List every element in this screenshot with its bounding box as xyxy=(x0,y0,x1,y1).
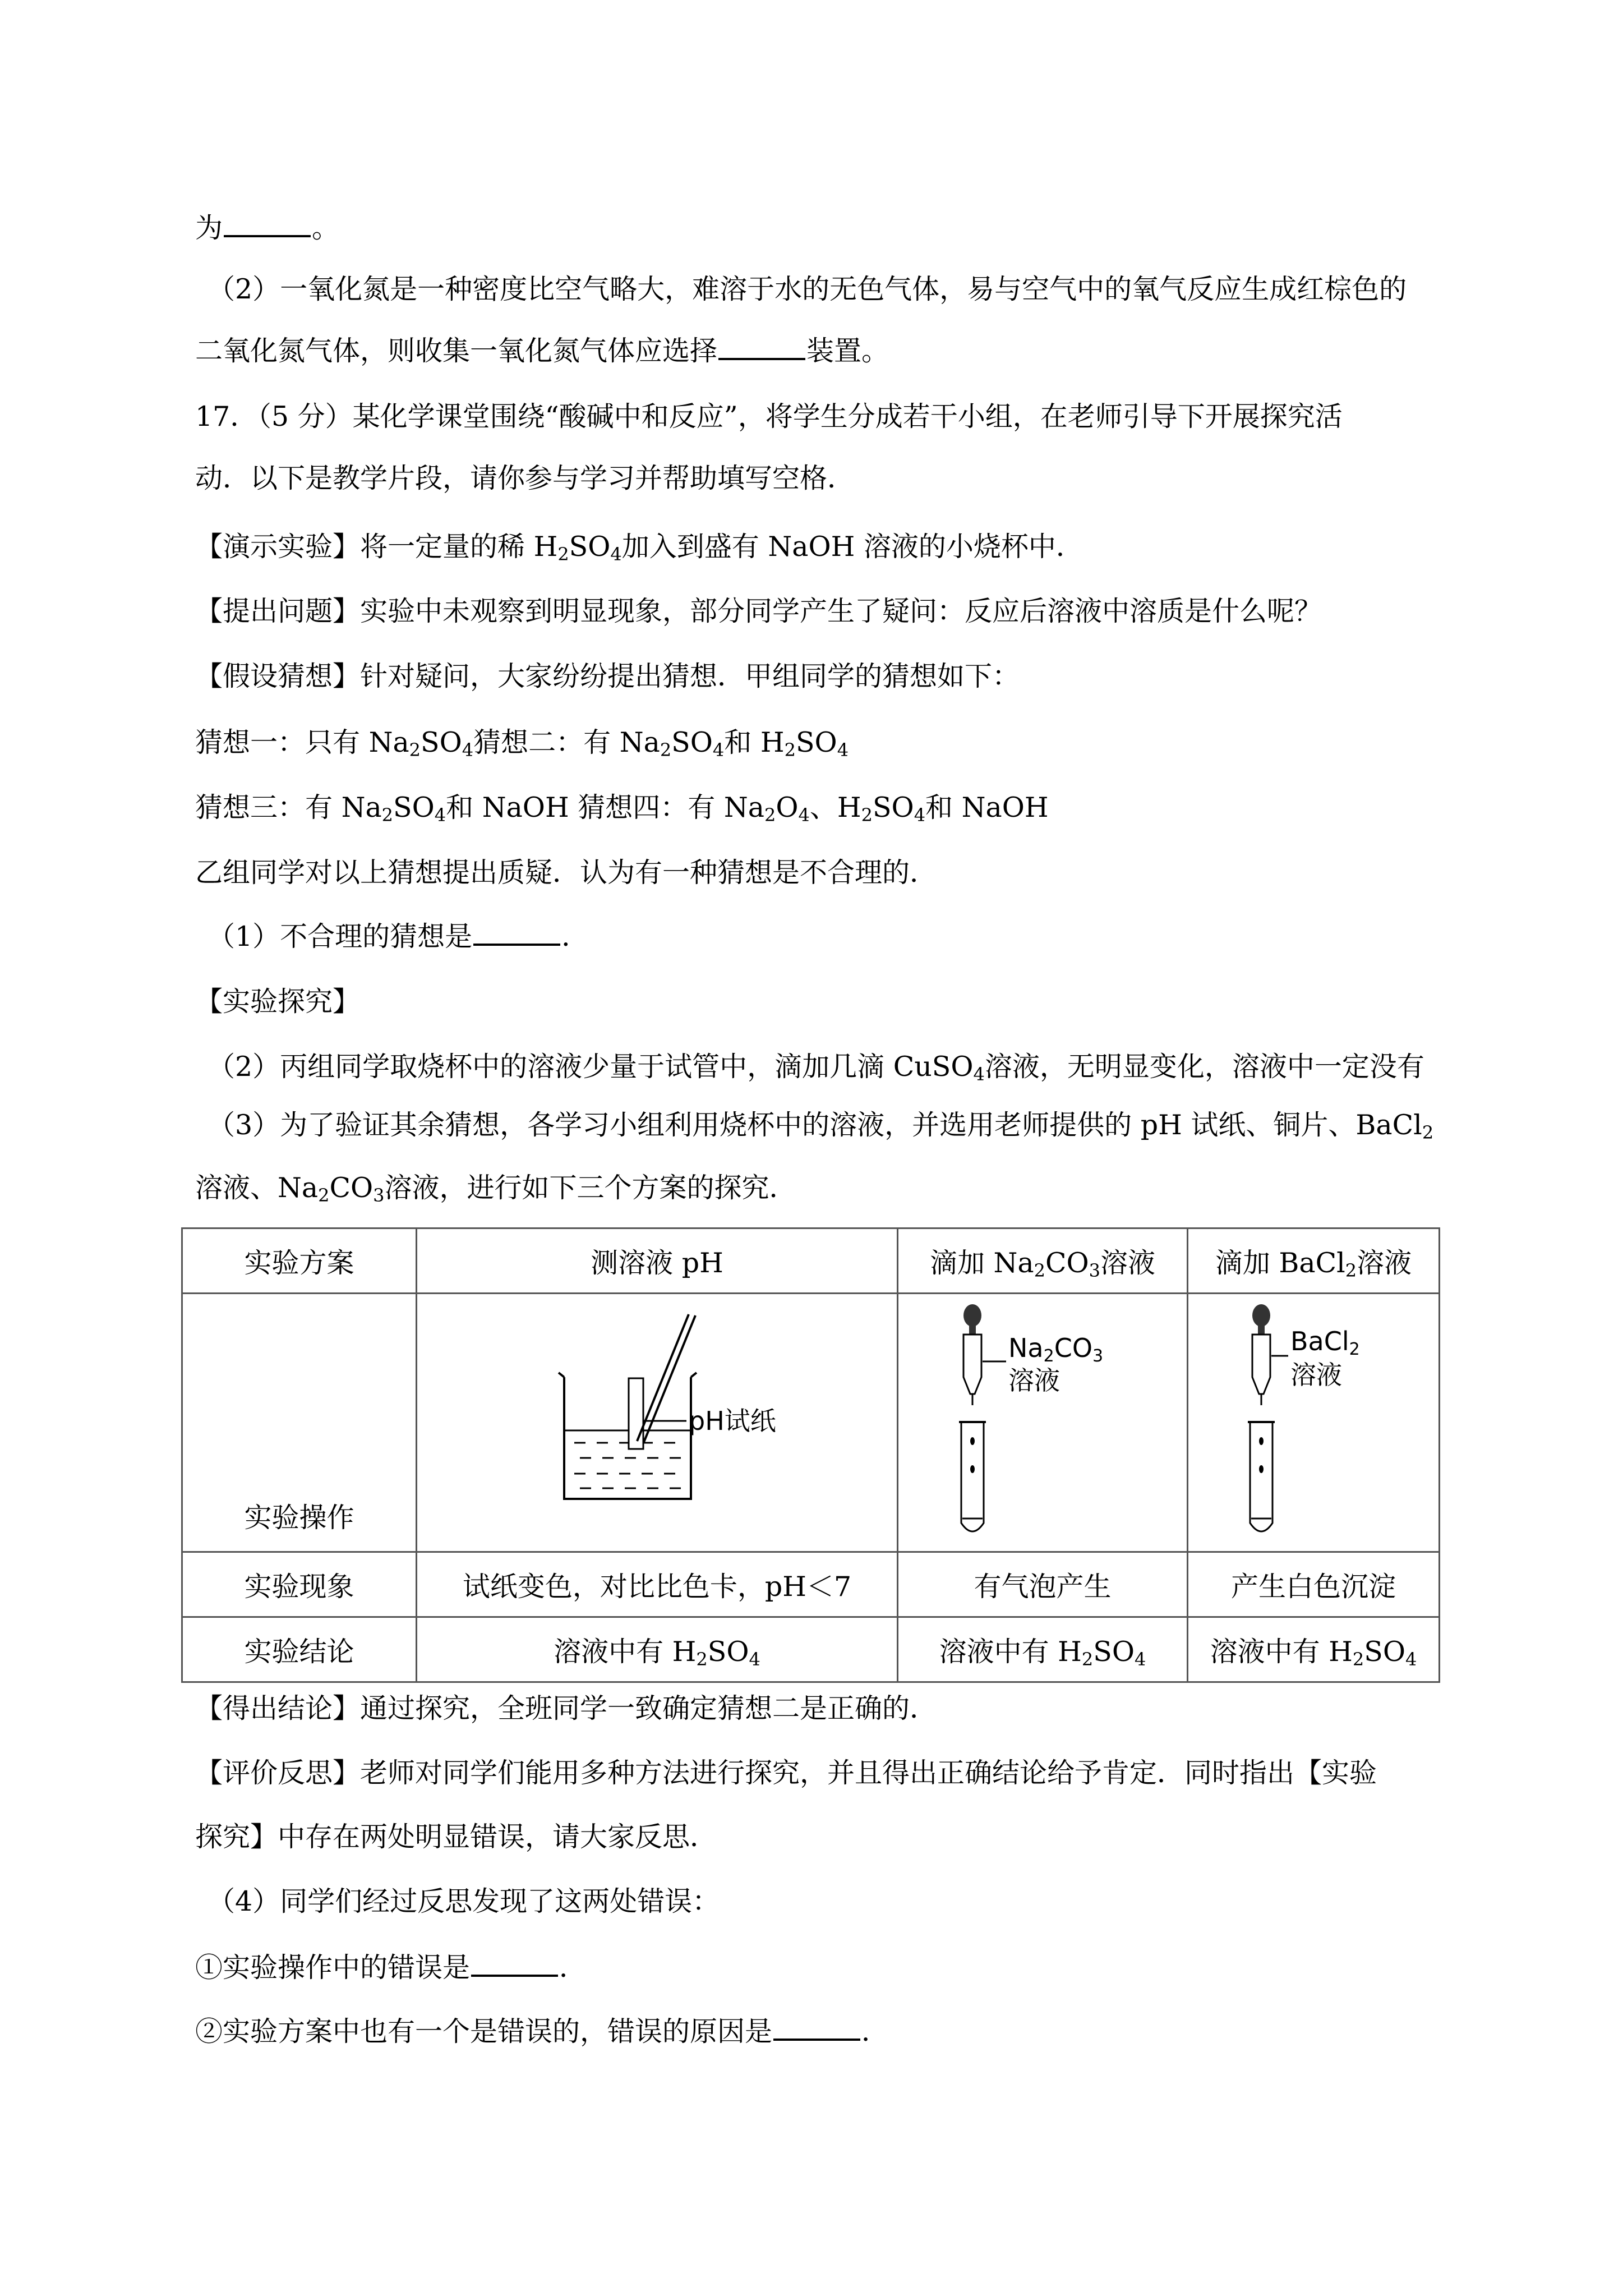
text-line: ②实验方案中也有一个是错误的，错误的原因是 ． xyxy=(195,2016,889,2047)
table-cell: 实验现象 xyxy=(182,1552,417,1617)
table-cell: 溶液中有 $H_2SO_4$ xyxy=(417,1617,898,1682)
table-row xyxy=(182,1617,1440,1682)
table-cell xyxy=(417,1294,898,1552)
text-line: （1）不合理的猜想是 ． xyxy=(208,921,589,953)
text-line: 为 。 xyxy=(195,212,340,244)
text-line: （2）丙组同学取烧杯中的溶液少量于试管中，滴加几滴 CuSO$_4$溶液，无明显变化，溶液中一定没有 xyxy=(208,1051,1424,1085)
question-17-title: 17．（5 分）某化学课堂围绕“酸碱中和反应”，将学生分成若干小组，在老师引导下开展探究活 xyxy=(195,401,1343,432)
table-row xyxy=(182,1228,1440,1294)
table-cell: 溶液中有 $H_2SO_4$ xyxy=(1188,1617,1440,1682)
dropper-na2co3-figure xyxy=(898,1294,1188,1551)
text-line: 乙组同学对以上猜想提出质疑．认为有一种猜想是不合理的． xyxy=(195,857,938,889)
table-cell: 测溶液 pH xyxy=(417,1228,898,1294)
text-line: 猜想三：有 $Na_2SO_4$和 NaOH 猜想四：有 $Na_2O_4$、$H_2SO_4$和 NaOH xyxy=(195,792,1049,826)
text-line: 【假设猜想】针对疑问，大家纷纷提出猜想．甲组同学的猜想如下： xyxy=(195,660,1020,692)
text-line: 【演示实验】将一定量的稀 $H_2SO_4$加入到盛有 NaOH 溶液的小烧杯中． xyxy=(195,531,1083,565)
table-cell xyxy=(1188,1294,1440,1552)
table-row xyxy=(182,1552,1440,1617)
section-heading: 【实验探究】 xyxy=(195,986,361,1018)
text-line: 【提出问题】实验中未观察到明显现象，部分同学产生了疑问：反应后溶液中溶质是什么呢？ xyxy=(195,595,1322,627)
answer-blank[interactable] xyxy=(471,1952,558,1977)
table-cell xyxy=(182,1294,417,1552)
table-cell: 实验方案 xyxy=(182,1228,417,1294)
ph-paper-label: pH试纸 xyxy=(689,1406,776,1436)
text-line: 二氧化氮气体，则收集一氧化氮气体应选择 装置。 xyxy=(195,335,889,367)
table-cell xyxy=(898,1294,1188,1552)
experiment-table xyxy=(181,1227,1440,1683)
table-cell: 产生白色沉淀 xyxy=(1188,1552,1440,1617)
text-line: 动．以下是教学片段，请你参与学习并帮助填写空格． xyxy=(195,462,855,494)
text-line: ①实验操作中的错误是 ． xyxy=(195,1952,587,1984)
answer-blank[interactable] xyxy=(224,213,311,237)
operation-label: 实验操作 xyxy=(244,1502,354,1534)
text-line: 溶液、$Na_2CO_3$溶液，进行如下三个方案的探究． xyxy=(195,1172,797,1206)
text-line: （3）为了验证其余猜想，各学习小组利用烧杯中的溶液，并选用老师提供的 pH 试纸、铜片、BaCl$_2$ xyxy=(208,1109,1434,1143)
text-line: 探究】中存在两处明显错误，请大家反思． xyxy=(195,1821,718,1853)
table-cell: 实验结论 xyxy=(182,1617,417,1682)
table-cell: 有气泡产生 xyxy=(898,1552,1188,1617)
table-cell: 试纸变色，对比比色卡，pH＜7 xyxy=(417,1552,898,1617)
text-line: 猜想一：只有 $Na_2SO_4$猜想二：有 $Na_2SO_4$和 $H_2SO_4$ xyxy=(195,726,849,761)
beaker-ph-figure xyxy=(417,1294,898,1551)
answer-blank[interactable] xyxy=(473,921,560,946)
text-line: （4）同学们经过反思发现了这两处错误： xyxy=(208,1885,720,1917)
dropper-bacl2-figure xyxy=(1188,1294,1440,1551)
answer-blank[interactable] xyxy=(718,335,805,360)
table-cell: 滴加 $Na_2CO_3$溶液 xyxy=(898,1228,1188,1294)
svg-text:溶液: 溶液 xyxy=(1290,1360,1342,1390)
table-cell: 溶液中有 $H_2SO_4$ xyxy=(898,1617,1188,1682)
bacl2-label: BaCl2 xyxy=(1290,1326,1360,1359)
text-line: 【评价反思】老师对同学们能用多种方法进行探究，并且得出正确结论给予肯定．同时指出【实验 xyxy=(195,1757,1377,1789)
table-row xyxy=(182,1294,1440,1552)
table-cell: 滴加 BaCl$_2$溶液 xyxy=(1188,1228,1440,1294)
text-line: 【得出结论】通过探究，全班同学一致确定猜想二是正确的． xyxy=(195,1692,938,1724)
answer-blank[interactable] xyxy=(773,2016,860,2041)
na2co3-label: Na2CO3 xyxy=(1008,1333,1104,1366)
text-line: （2）一氧化氮是一种密度比空气略大，难溶于水的无色气体，易与空气中的氧气反应生成红棕色的 xyxy=(208,273,1407,305)
svg-text:溶液: 溶液 xyxy=(1008,1365,1060,1396)
